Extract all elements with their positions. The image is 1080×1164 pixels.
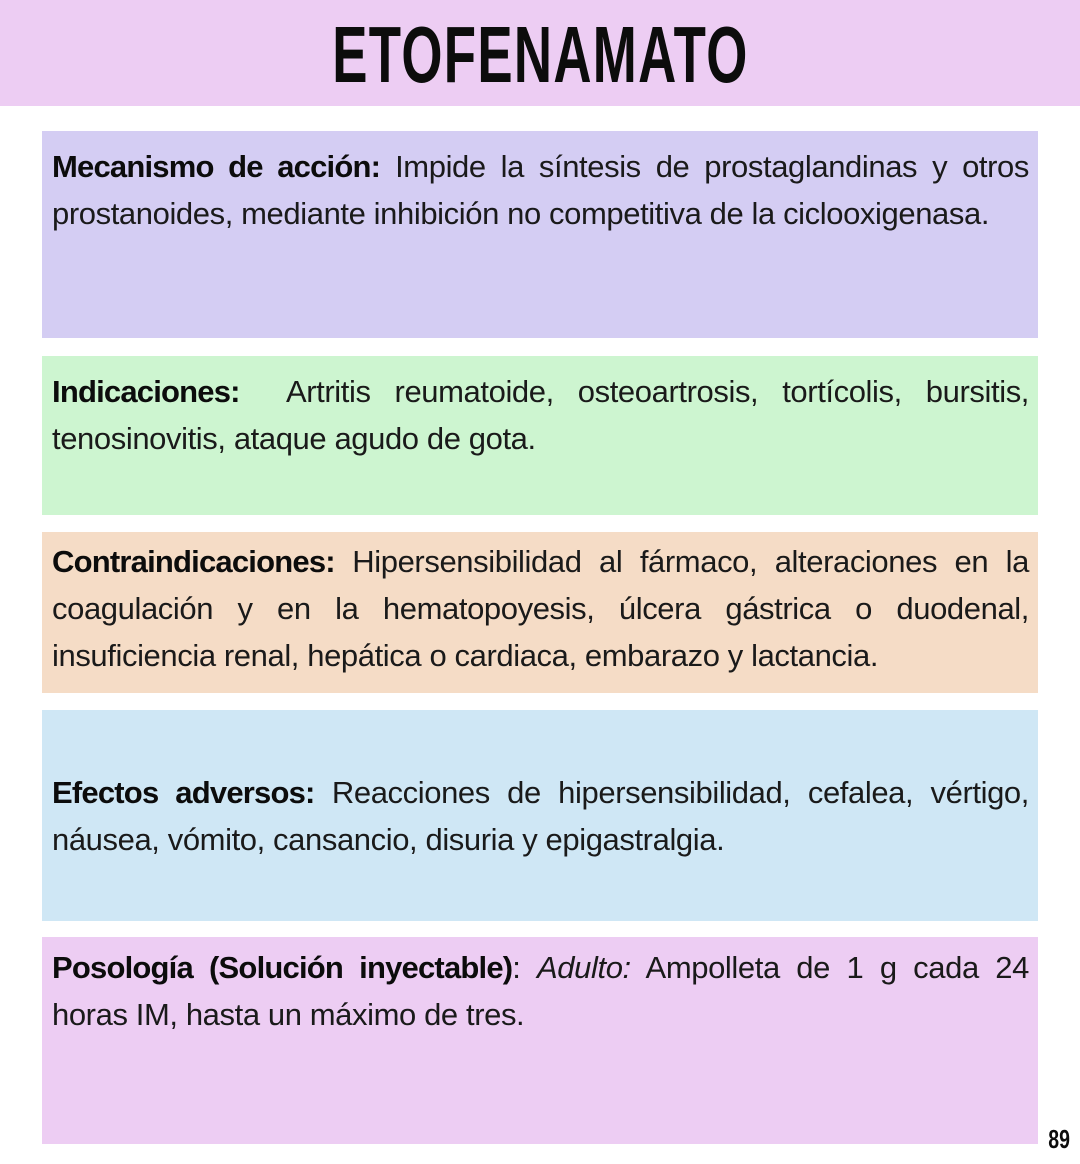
section-contraindications	[42, 532, 1038, 693]
section-dosage	[42, 937, 1038, 1144]
section-label: Posología (Solución inyectable)	[52, 950, 513, 985]
section-italic-label: Adulto:	[537, 950, 631, 985]
section-label: Contraindicaciones:	[52, 544, 335, 579]
section-separator: :	[512, 950, 521, 985]
section-text: Impide la síntesis de prostaglandinas y otros prostanoides, mediante inhibición no competitiva de la ciclooxigenasa.	[52, 149, 1029, 231]
page-header	[0, 0, 1080, 106]
section-mechanism	[42, 131, 1038, 338]
section-text: Hipersensibilidad al fármaco, alteraciones en la coagulación y en la hematopoyesis, úlcera gástrica o duodenal, insuficiencia renal, hepática o cardiaca, embarazo y lactancia.	[52, 544, 1029, 673]
section-text: Reacciones de hipersensibilidad, cefalea, vértigo, náusea, vómito, cansancio, disuria y epigastralgia.	[52, 774, 1029, 857]
section-indications	[42, 356, 1038, 515]
section-label: Indicaciones:	[52, 374, 240, 409]
section-label: Efectos adversos:	[52, 774, 315, 810]
page-title: ETOFENAMATO	[331, 10, 749, 99]
section-label: Mecanismo de acción:	[52, 149, 381, 184]
section-text: Artritis reumatoide, osteoartrosis, tortícolis, bursitis, tenosinovitis, ataque agudo de gota.	[52, 374, 1030, 456]
section-text: Ampolleta de 1 g cada 24 horas IM, hasta un máximo de tres.	[52, 950, 1029, 1032]
section-adverse-effects	[42, 710, 1038, 921]
page-number: 89	[1048, 1124, 1070, 1154]
